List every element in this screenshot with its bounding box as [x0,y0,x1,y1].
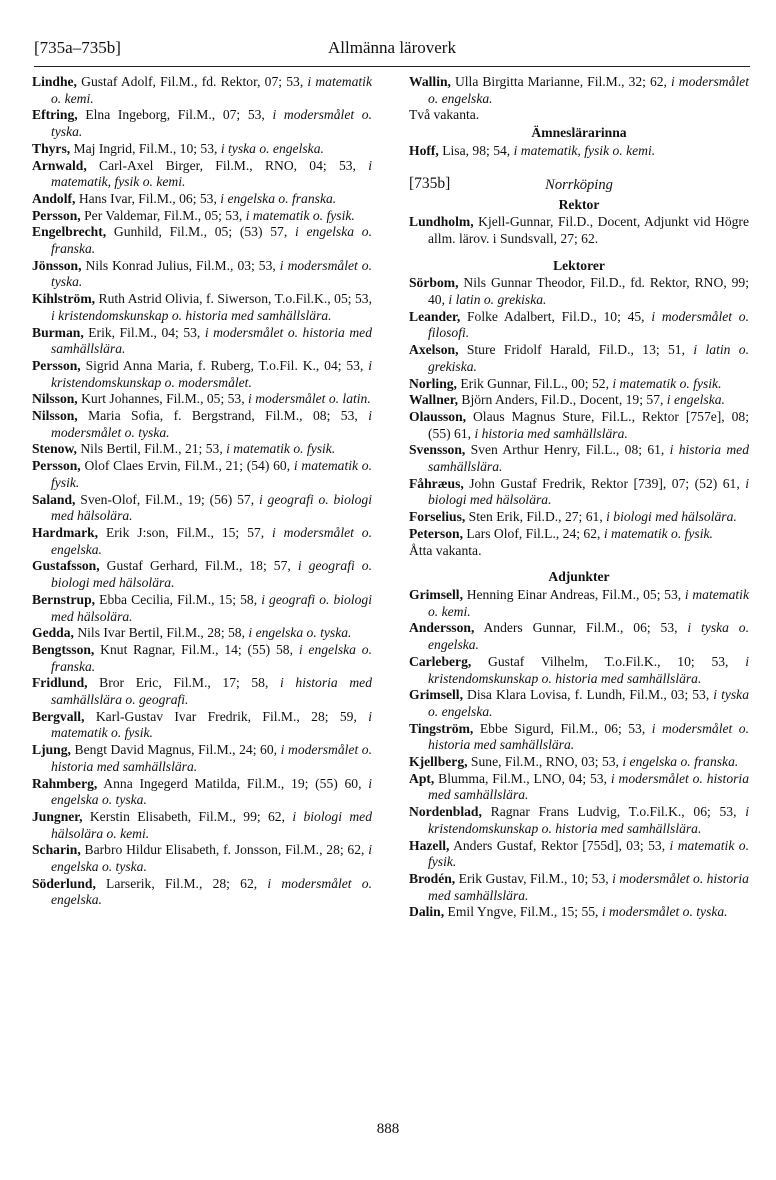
person-details: Emil Yngve, Fil.M., 15; 55, [444,904,602,920]
teaching-subjects: i modersmålet o. tyska. [51,257,372,290]
person-name: Norling, [409,375,457,391]
person-details: Nils Konrad Julius, Fil.M., 03; 53, [81,257,280,273]
vacancy-note: Två vakanta. [409,107,480,123]
teaching-subjects: i matematik o. fysik. [51,708,372,741]
person-name: Forselius, [409,509,466,525]
person-details: Knut Ragnar, Fil.M., 14; (55) 58, [94,641,299,657]
person-details: Kurt Johannes, Fil.M., 05; 53, [77,391,249,407]
person-name: Söderlund, [32,875,96,891]
person-name: Saland, [32,491,76,507]
person-entry [32,141,372,158]
person-entry [32,325,372,358]
person-name: Svensson, [409,442,466,458]
person-entry [32,625,372,642]
person-name: Nordenblad, [409,804,482,820]
person-entry [409,509,749,526]
teaching-subjects: i geografi o. biologi med hälsolära. [51,491,373,524]
rektor-entry-list [409,214,749,247]
person-name: Thyrs, [32,140,71,156]
person-entry [409,754,749,771]
left-column [32,74,372,909]
person-name: Jungner, [32,808,83,824]
person-entry [409,687,749,720]
person-details: Bror Eric, Fil.M., 17; 58, [87,675,281,691]
person-entry [409,654,749,687]
person-details: Per Valdemar, Fil.M., 05; 53, [80,207,246,223]
teaching-subjects: i modersmålet o. latin. [248,391,371,407]
section-code: [735b] [409,174,451,192]
person-name: Gedda, [32,625,74,641]
person-name: Bernstrup, [32,591,96,607]
person-details: Hans Ivar, Fil.M., 06; 53, [75,190,221,206]
person-details: Larserik, Fil.M., 28; 62, [95,875,268,891]
person-entry [409,376,749,393]
person-name: Brodén, [409,870,456,886]
person-details: Sune, Fil.M., RNO, 03; 53, [467,754,623,770]
teaching-subjects: i matematik, fysik o. kemi. [513,142,656,158]
person-entry [409,620,749,653]
teaching-subjects: i matematik o. fysik. [428,837,749,870]
teaching-subjects: i tyska o. engelska. [428,620,749,653]
person-entry [32,358,372,391]
person-name: Hardmark, [32,524,99,540]
person-entry [32,191,372,208]
person-name: Persson, [32,458,81,474]
person-details: Gustaf Adolf, Fil.M., fd. Rektor, 07; 53, [76,74,308,89]
teaching-subjects: i biologi med hälsolära. [606,509,737,525]
teaching-subjects: i modersmålet o. engelska. [51,524,372,557]
teaching-subjects: i tyska o. engelska. [220,140,324,156]
person-entry [32,391,372,408]
person-name: Arnwald, [32,157,87,173]
teaching-subjects: i biologi med hälsolära o. kemi. [51,808,372,841]
person-details: Karl-Gustav Ivar Fredrik, Fil.M., 28; 59, [84,708,369,724]
teaching-subjects: i matematik o. kemi. [51,74,372,106]
person-entry [32,458,372,491]
person-name: Tingström, [409,720,474,736]
person-entry [32,107,372,140]
lektorer-heading: Lektorer [553,257,605,273]
person-entry [32,291,372,324]
person-details: Sture Fridolf Harald, Fil.D., 13; 51, [458,342,694,358]
person-entry [409,526,749,543]
person-details: Erik, Fil.M., 04; 53, [83,324,205,340]
person-details: John Gustaf Fredrik, Rektor [739], 07; (52) 61, [463,475,746,491]
person-entry [32,709,372,742]
teaching-subjects: i latin o. grekiska. [428,342,749,374]
teaching-subjects: i modersmålet o. engelska. [51,875,372,908]
person-name: Sörbom, [409,275,459,291]
amneslararinna-heading: Ämneslärarinna [531,125,627,141]
person-entry [409,74,749,107]
person-entry [409,904,749,921]
person-name: Apt, [409,770,435,786]
person-details: Gustaf Vilhelm, T.o.Fil.K., 10; 53, [471,653,746,669]
person-details: Ulla Birgitta Marianne, Fil.M., 32; 62, [450,74,671,89]
city-name: Norrköping [545,176,613,193]
teaching-subjects: i modersmålet o. tyska. [51,408,372,440]
person-details: Nils Ivar Bertil, Fil.M., 28; 58, [73,625,249,641]
person-entry [32,876,372,909]
person-name: Fridlund, [32,675,88,691]
lektorer-vacancy-note: Åtta vakanta. [409,542,482,558]
teaching-subjects: i engelska o. franska. [51,224,372,257]
person-details: Gunhild, Fil.M., 05; (53) 57, [106,224,295,240]
left-entry-list [32,74,372,909]
teaching-subjects: i kristendomskunskap o. historia med samhällslära. [428,653,749,686]
person-entry [32,776,372,809]
person-details: Olof Claes Ervin, Fil.M., 21; (54) 60, [80,458,294,474]
teaching-subjects: i tyska o. engelska. [428,687,749,719]
person-entry [32,441,372,458]
person-entry [409,143,749,160]
teaching-subjects: i matematik o. fysik. [226,441,336,457]
person-entry [409,804,749,837]
person-name: Rahmberg, [32,775,98,791]
person-name: Peterson, [409,525,463,541]
person-entry [32,642,372,675]
person-name: Bergvall, [32,708,85,724]
page-header [34,38,750,64]
person-name: Gustafsson, [32,558,100,574]
person-details: Sven-Olof, Fil.M., 19; (56) 57, [75,491,259,507]
person-name: Hoff, [409,142,439,158]
person-name: Ljung, [32,742,71,758]
teaching-subjects: i modersmålet o. historia med samhällslära. [51,742,372,774]
person-name: Stenow, [32,441,77,457]
teaching-subjects: i modersmålet o. historia med samhällslära. [428,870,749,903]
person-details: Bengt David Magnus, Fil.M., 24; 60, [70,742,281,758]
person-name: Olausson, [409,408,467,424]
person-details: Anders Gunnar, Fil.M., 06; 53, [474,620,688,636]
person-details: Ebba Cecilia, Fil.M., 15; 58, [95,591,262,607]
person-details: Björn Anders, Fil.D., Docent, 19; 57, [457,392,667,408]
teaching-subjects: i matematik o. fysik. [603,525,713,541]
teaching-subjects: i geografi o. biologi med hälsolära. [51,558,372,591]
right-column [409,74,749,921]
person-details: Gustaf Gerhard, Fil.M., 18; 57, [99,558,298,574]
person-entry [409,342,749,375]
person-name: Bengtsson, [32,641,95,657]
person-entry [32,492,372,525]
teaching-subjects: i engelska o. franska. [51,641,372,674]
person-entry [409,442,749,475]
adjunkter-entry-list [409,587,749,921]
teaching-subjects: i engelska o. franska. [220,190,337,206]
person-entry [409,392,749,409]
person-entry [409,771,749,804]
person-name: Leander, [409,308,461,324]
person-name: Kjellberg, [409,754,468,770]
person-details: Kjell-Gunnar, Fil.D., Docent, Adjunkt vid Högre allm. lärov. i Sundsvall, 27; 62. [428,214,749,246]
person-name: Burman, [32,324,84,340]
person-details: Maj Ingrid, Fil.M., 10; 53, [70,140,221,156]
person-entry [32,842,372,875]
teaching-subjects: i historia med samhällslära. [474,425,628,441]
person-entry [409,309,749,342]
teaching-subjects: i latin o. grekiska. [448,292,547,308]
continued-entry-list [409,74,749,107]
person-name: Axelson, [409,342,459,358]
person-name: Wallner, [409,392,458,408]
person-entry [32,592,372,625]
person-details: Blumma, Fil.M., LNO, 04; 53, [434,770,611,786]
person-entry [409,721,749,754]
person-entry [32,525,372,558]
person-name: Carleberg, [409,653,472,669]
person-details: Barbro Hildur Elisabeth, f. Jonsson, Fil.M., 28; 62, [80,842,369,858]
teaching-subjects: i matematik, fysik o. kemi. [51,157,372,190]
person-name: Eftring, [32,107,78,123]
person-details: Nils Gunnar Theodor, Fil.D., fd. Rektor, RNO, 99; 40, [428,275,749,308]
page-number: 888 [376,1121,400,1137]
person-entry [409,871,749,904]
person-details: Elna Ingeborg, Fil.M., 07; 53, [77,107,273,123]
person-details: Henning Einar Andreas, Fil.M., 05; 53, [462,586,685,602]
person-details: Sten Erik, Fil.D., 27; 61, [465,509,607,525]
person-details: Folke Adalbert, Fil.D., 10; 45, [460,308,652,324]
person-name: Persson, [32,207,81,223]
person-name: Nilsson, [32,408,78,424]
teaching-subjects: i engelska o. franska. [622,754,739,770]
person-name: Fåhræus, [409,475,464,491]
person-details: Olaus Magnus Sture, Fil.L., Rektor [757e], 08; (55) 61, [428,408,749,441]
person-details: Anna Ingegerd Matilda, Fil.M., 19; (55) 60, [97,775,369,791]
page-title: Allmänna läroverk [328,38,456,57]
person-entry [32,224,372,257]
person-entry [32,74,372,107]
person-entry [32,208,372,225]
person-name: Hazell, [409,837,450,853]
teaching-subjects: i modersmålet o. tyska. [601,904,728,920]
teaching-subjects: i biologi med hälsolära. [428,475,749,508]
person-entry [32,558,372,591]
header-rule [34,66,750,67]
person-entry [409,838,749,871]
section-range: [735a–735b] [34,38,121,57]
person-entry [409,409,749,442]
person-entry [409,587,749,620]
amneslararinna-entry-list [409,143,749,160]
person-name: Kihlström, [32,291,96,307]
teaching-subjects: i engelska o. tyska. [51,842,372,875]
person-details: Carl-Axel Birger, Fil.M., RNO, 04; 53, [86,157,369,173]
person-details: Maria Sofia, f. Bergstrand, Fil.M., 08; 53, [77,408,369,424]
teaching-subjects: i engelska o. tyska. [248,625,352,641]
teaching-subjects: i modersmålet o. filosofi. [428,308,749,341]
person-name: Scharin, [32,842,81,858]
person-name: Dalin, [409,904,445,920]
rektor-heading: Rektor [558,196,600,212]
adjunkter-heading: Adjunkter [548,569,610,585]
person-name: Andolf, [32,190,76,206]
person-entry [32,158,372,191]
person-details: Erik Gunnar, Fil.L., 00; 52, [456,375,613,391]
teaching-subjects: i engelska o. tyska. [51,775,372,808]
person-details: Ruth Astrid Olivia, f. Siwerson, T.o.Fil.K., 05; 53, [95,291,372,307]
person-name: Andersson, [409,620,475,636]
person-name: Lindhe, [32,74,77,89]
person-details: Lars Olof, Fil.L., 24; 62, [462,525,604,541]
teaching-subjects: i modersmålet o. historia med samhällslära. [51,324,372,357]
person-name: Engelbrecht, [32,224,107,240]
person-details: Sigrid Anna Maria, f. Ruberg, T.o.Fil. K., 04; 53, [80,357,369,373]
person-name: Grimsell, [409,586,463,602]
lektorer-entry-list [409,275,749,542]
teaching-subjects: i engelska. [666,392,725,408]
person-name: Wallin, [409,74,451,89]
teaching-subjects: i matematik o. fysik. [51,458,372,490]
teaching-subjects: i kristendomskunskap o. historia med samhällslära. [428,804,749,836]
teaching-subjects: i modersmålet o. tyska. [51,107,372,140]
teaching-subjects: i kristendomskunskap o. historia med samhällslära. [51,307,332,323]
teaching-subjects: i matematik o. kemi. [428,586,749,619]
person-details: Erik Gustav, Fil.M., 10; 53, [455,870,613,886]
person-details: Ebbe Sigurd, Fil.M., 06; 53, [473,720,652,736]
person-details: Nils Bertil, Fil.M., 21; 53, [76,441,227,457]
person-entry [32,408,372,441]
person-details: Sven Arthur Henry, Fil.L., 08; 61, [465,442,670,458]
teaching-subjects: i historia med samhällslära o. geografi. [51,675,372,708]
person-name: Nilsson, [32,391,78,407]
teaching-subjects: i modersmålet o. historia med samhällslära. [428,770,749,803]
person-entry [409,476,749,509]
section-735b-header [409,174,749,196]
teaching-subjects: i matematik o. fysik. [245,207,355,223]
person-details: Kerstin Elisabeth, Fil.M., 99; 62, [82,808,293,824]
person-name: Persson, [32,357,81,373]
person-name: Lundholm, [409,214,474,230]
person-entry [409,214,749,247]
person-entry [409,275,749,308]
person-details: Anders Gustaf, Rektor [755d], 03; 53, [449,837,670,853]
teaching-subjects: i geografi o. biologi med hälsolära. [51,591,372,624]
person-details: Ragnar Frans Ludvig, T.o.Fil.K., 06; 53, [481,804,746,820]
teaching-subjects: i modersmålet o. engelska. [428,74,749,106]
teaching-subjects: i modersmålet o. historia med samhällslära. [428,720,749,753]
person-details: Erik J:son, Fil.M., 15; 57, [98,524,272,540]
person-entry [32,258,372,291]
person-details: Disa Klara Lovisa, f. Lundh, Fil.M., 03; 53, [462,687,714,703]
person-details: Lisa, 98; 54, [438,142,514,158]
person-entry [32,809,372,842]
person-name: Grimsell, [409,687,463,703]
teaching-subjects: i historia med samhällslära. [428,442,749,475]
teaching-subjects: i kristendomskunskap o. modersmålet. [51,357,372,390]
person-entry [32,742,372,775]
person-entry [32,675,372,708]
teaching-subjects: i matematik o. fysik. [612,375,722,391]
person-name: Jönsson, [32,257,82,273]
